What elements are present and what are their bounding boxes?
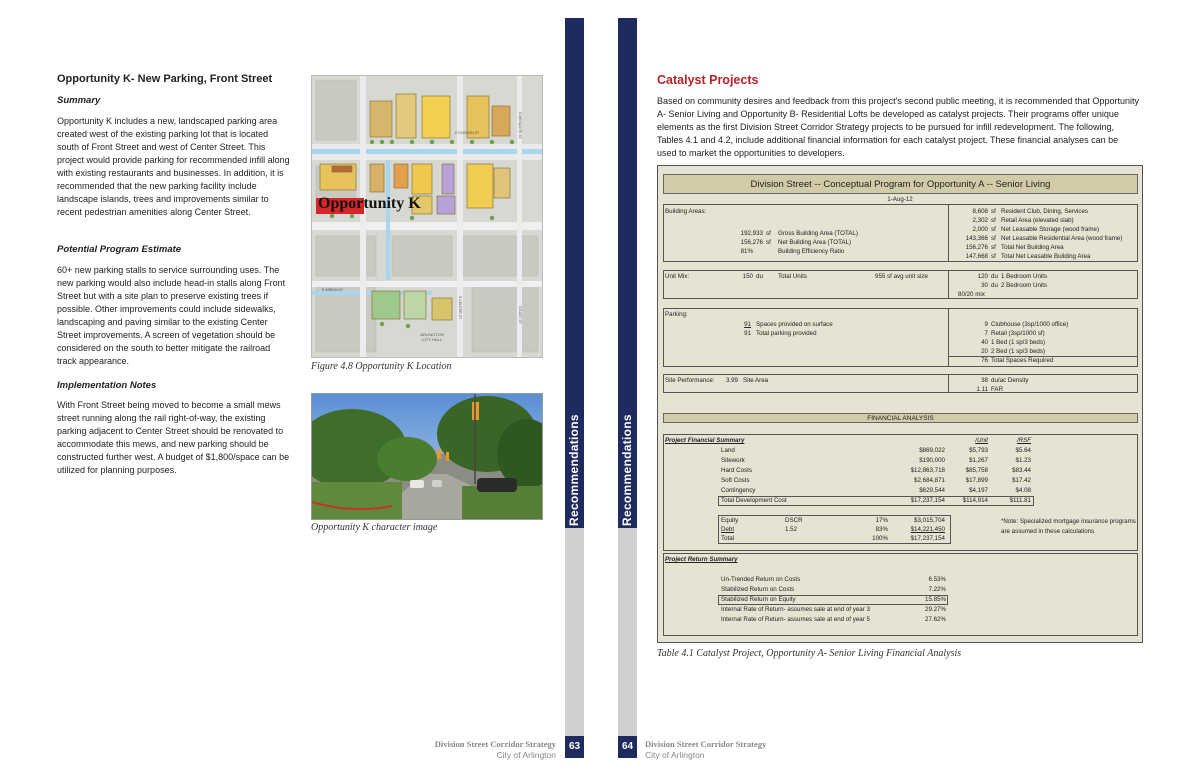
label: 1 Bedroom Units [1001,273,1048,280]
building-areas-label: Building Areas: [665,208,707,215]
value: 9 [984,321,988,328]
return-label: Stabilized Return on Costs [721,586,795,593]
fin-row-unit: $17,899 [965,477,988,484]
fund-dscr: 1.52 [785,526,798,533]
map-street-label: S CENTER ST [458,296,462,320]
value: 91 [744,321,751,328]
value: 1.11 [976,386,988,393]
unit: du [991,282,998,289]
unit: sf [991,217,996,224]
value: 8,608 [972,208,988,215]
return-label: Stabilized Return on Equity [721,596,796,603]
label: Resident Club, Dining, Services [1001,208,1089,215]
total-row-box [718,496,1034,506]
fin-row-total: $190,000 [919,457,945,464]
sidebar-navy-band [618,18,637,528]
label: Gross Building Area (TOTAL) [778,230,858,237]
unit: sf [766,230,771,237]
value: 143,366 [965,235,988,242]
label: 2 Bed (1 sp/3 beds) [991,348,1046,355]
label: Spaces provided on surface [756,321,833,328]
label: Retail (3sp/1000 sf) [991,330,1045,337]
opportunity-k-map [311,75,543,358]
return-value: 6.53% [928,576,946,583]
fin-row-label: Contingency [721,487,756,494]
label: Site Area [743,377,769,384]
summary-heading: Summary [57,95,101,106]
map-street-label: S MESQUITE ST [518,112,522,140]
fin-row-label: Soft Costs [721,477,750,484]
footer-title: Division Street Corridor Strategy [645,739,767,749]
map-graphic [312,76,543,358]
right-page-title: Catalyst Projects [657,73,759,87]
fund-amount: $14,221,450 [910,526,945,533]
fin-row-rsf: $4.08 [1015,487,1031,494]
value: 30 [981,282,988,289]
label: Total Net Building Area [1001,244,1064,251]
program-heading: Potential Program Estimate [57,244,182,255]
fund-amount: $17,237,154 [910,535,945,542]
return-label: Internal Rate of Return- assumes sale at end of year 3 [721,606,870,613]
column-header: /Unit [975,437,988,444]
right-page-intro: Based on community desires and feedback from this project's second public meeting, it is recommended that Opportunity A- Senior Living and Opportunity B- Residential Lofts be developed as catalyst projects. Their programs offer unique elements as the first Division Street Corridor Strategy projects to be pursued for infill redevelopment. The following, Tables 4.1 and 4.2, include additional financial information for each catalyst project. These financial analyses can be used to market the opportunities to developers. [657,96,1139,158]
fin-row-label: Sitework [721,457,745,464]
return-value: 27.62% [925,616,946,623]
financial-analysis-header: FINANCIAL ANALYSIS [663,413,1138,423]
unit: du [991,273,998,280]
fin-row-label: Total Development Cost [721,497,787,504]
fund-pct: 83% [875,526,888,533]
return-value: 7.22% [928,586,946,593]
fund-label: Debt [721,526,735,533]
fin-row-rsf: $111.81 [1009,497,1031,504]
right-footer [645,739,845,761]
photo-graphic [312,394,543,520]
value: 156,276 [740,239,763,246]
return-label: Internal Rate of Return- assumes sale at end of year 5 [721,616,870,623]
value: 2,000 [972,226,988,233]
value: 81% [740,248,753,255]
label: Total Spaces Required [991,357,1054,364]
left-footer [400,739,556,761]
label: Clubhouse (3sp/1000 office) [991,321,1069,328]
fund-label: Equity [721,517,739,524]
fund-dscr: DSCR [785,517,803,524]
page-number: 64 [618,736,637,758]
unit-mix-label: Unit Mix: [665,273,690,280]
unit: sf [991,235,996,242]
unit: sf [991,253,996,260]
sidebar-label: Recommendations [620,414,634,526]
return-summary-title: Project Return Summary [665,556,738,563]
fin-row-rsf: $17.42 [1012,477,1031,484]
fund-label: Total [721,535,735,542]
footer-sub: City of Arlington [496,750,556,760]
fin-row-total: $17,237,154 [910,497,945,504]
label: Building Efficiency Ratio [778,248,845,255]
value: 91 [744,330,751,337]
value: 120 [977,273,988,280]
fin-row-total: $12,863,718 [910,467,945,474]
figure-caption: Figure 4.8 Opportunity K Location [311,361,452,372]
fund-pct: 100% [872,535,888,542]
fin-row-rsf: $83.44 [1012,467,1031,474]
label: du/ac Density [991,377,1029,384]
table-date: 1-Aug-12 [887,196,913,203]
summary-text: Opportunity K includes a new, landscaped parking area created west of the existing parking lot that is located south of Front Street and west of Center Street. This project would provide parking for recommended infill along with existing restaurants and businesses. In addition, it is recommended that the new parking facility include landscape islands, trees and improvements similar to recent pedestrian amenities along Center Street. [57,116,290,217]
value: 20 [981,348,988,355]
label: Net Leasable Residential Area (wood frame) [1001,235,1123,242]
footer-sub: City of Arlington [645,750,705,760]
page-number: 63 [565,736,584,758]
impl-text: With Front Street being moved to become a small mews street running along the rail right-of-way, the existing parking adjacent to Center Street should be renovated to accommodate this mews, and new parking should be constructed further west. A budget of $1,800/space can be utilized for planning purposes. [57,400,290,475]
map-street-label: E DIVISION ST [455,131,480,135]
fin-row-unit: $4,197 [969,487,988,494]
value: 156,276 [965,244,988,251]
fin-row-unit: $85,758 [965,467,988,474]
unit: sf [991,244,996,251]
fin-row-total: $2,684,871 [914,477,945,484]
financial-summary-title: Project Financial Summary [665,437,745,444]
value: 76 [981,357,988,364]
site-performance-label: Site Performance: [665,377,715,384]
program-text: 60+ new parking stalls to service surrounding uses. The new parking would also include head-in stalls along Front Street but with a site plan to preserve existing trees if possible. Other improvements could include sidewalks, landscaping and paving similar to the existing Center Street improvements. A screen of vegetation should be considered on the south to better mitigate the railroad track appearance. [57,265,286,366]
fin-row-unit: $1,267 [969,457,988,464]
label: 1 Bed (1 sp/3 beds) [991,339,1046,346]
value: 147,668 [965,253,988,260]
impl-heading: Implementation Notes [57,380,157,391]
label: Total Units [778,273,807,280]
unit: sf [766,239,771,246]
map-street-label: S EAST ST [518,306,522,324]
table-title: Division Street -- Conceptual Program for Opportunity A -- Senior Living [663,174,1138,194]
left-page-title: Opportunity K- New Parking, Front Street [57,73,273,85]
label: FAR [991,386,1004,393]
character-photo [311,393,543,520]
unit-mix-ratio: 80/20 mix [958,291,985,298]
label: Net Leasable Storage (wood frame) [1001,226,1100,233]
value: 7 [984,330,988,337]
value: 38 [981,377,988,384]
label: Net Building Area (TOTAL) [778,239,852,246]
value: 150 [742,273,753,280]
photo-caption: Opportunity K character image [311,522,438,533]
sidebar-label: Recommendations [567,414,581,526]
return-value: 15.85% [925,596,946,603]
fin-row-unit: $5,793 [969,447,988,454]
fin-row-rsf: $1.23 [1015,457,1031,464]
value: 40 [981,339,988,346]
table-caption: Table 4.1 Catalyst Project, Opportunity A- Senior Living Financial Analysis [657,648,962,659]
label: Retail Area (elevated slab) [1001,217,1074,224]
parking-label: Parking: [665,311,688,318]
right-sidebar-bar [618,18,637,758]
value: 2,302 [972,217,988,224]
financial-table [657,165,1143,643]
return-value: 29.27% [925,606,946,613]
label: Total parking provided [756,330,817,337]
fin-row-label: Hard Costs [721,467,752,474]
fund-amount: $3,015,704 [914,517,945,524]
left-sidebar-bar [565,18,584,758]
label: 2 Bedroom Units [1001,282,1048,289]
sidebar-navy-band [565,18,584,528]
unit: sf [991,208,996,215]
return-label: Un-Trended Return on Costs [721,576,801,583]
map-landmark-label: ARLINGTON CITY HALL [420,332,444,342]
unit: du [756,273,763,280]
map-opportunity-label: Opportunity K [318,195,421,212]
financing-note: *Note: Specialized mortgage insurance programs are assumed in these calculations [1001,518,1136,535]
parking-box [663,308,1138,367]
value: 192,933 [740,230,763,237]
fin-row-label: Land [721,447,735,454]
value: 3.99 [725,377,738,384]
label: Total Net Leasable Building Area [1001,253,1091,260]
avg-unit-size: 955 sf avg unit size [875,273,928,280]
highlight-row-box [718,595,948,605]
map-street-label: E ABRAM ST [322,288,344,292]
fin-row-rsf: $5.64 [1015,447,1031,454]
fin-row-total: $869,022 [919,447,945,454]
fin-row-unit: $114,914 [962,497,988,504]
fin-row-total: $629,544 [919,487,945,494]
column-header: /RSF [1016,437,1031,444]
unit: sf [991,226,996,233]
fund-pct: 17% [875,517,888,524]
footer-title: Division Street Corridor Strategy [434,739,556,749]
